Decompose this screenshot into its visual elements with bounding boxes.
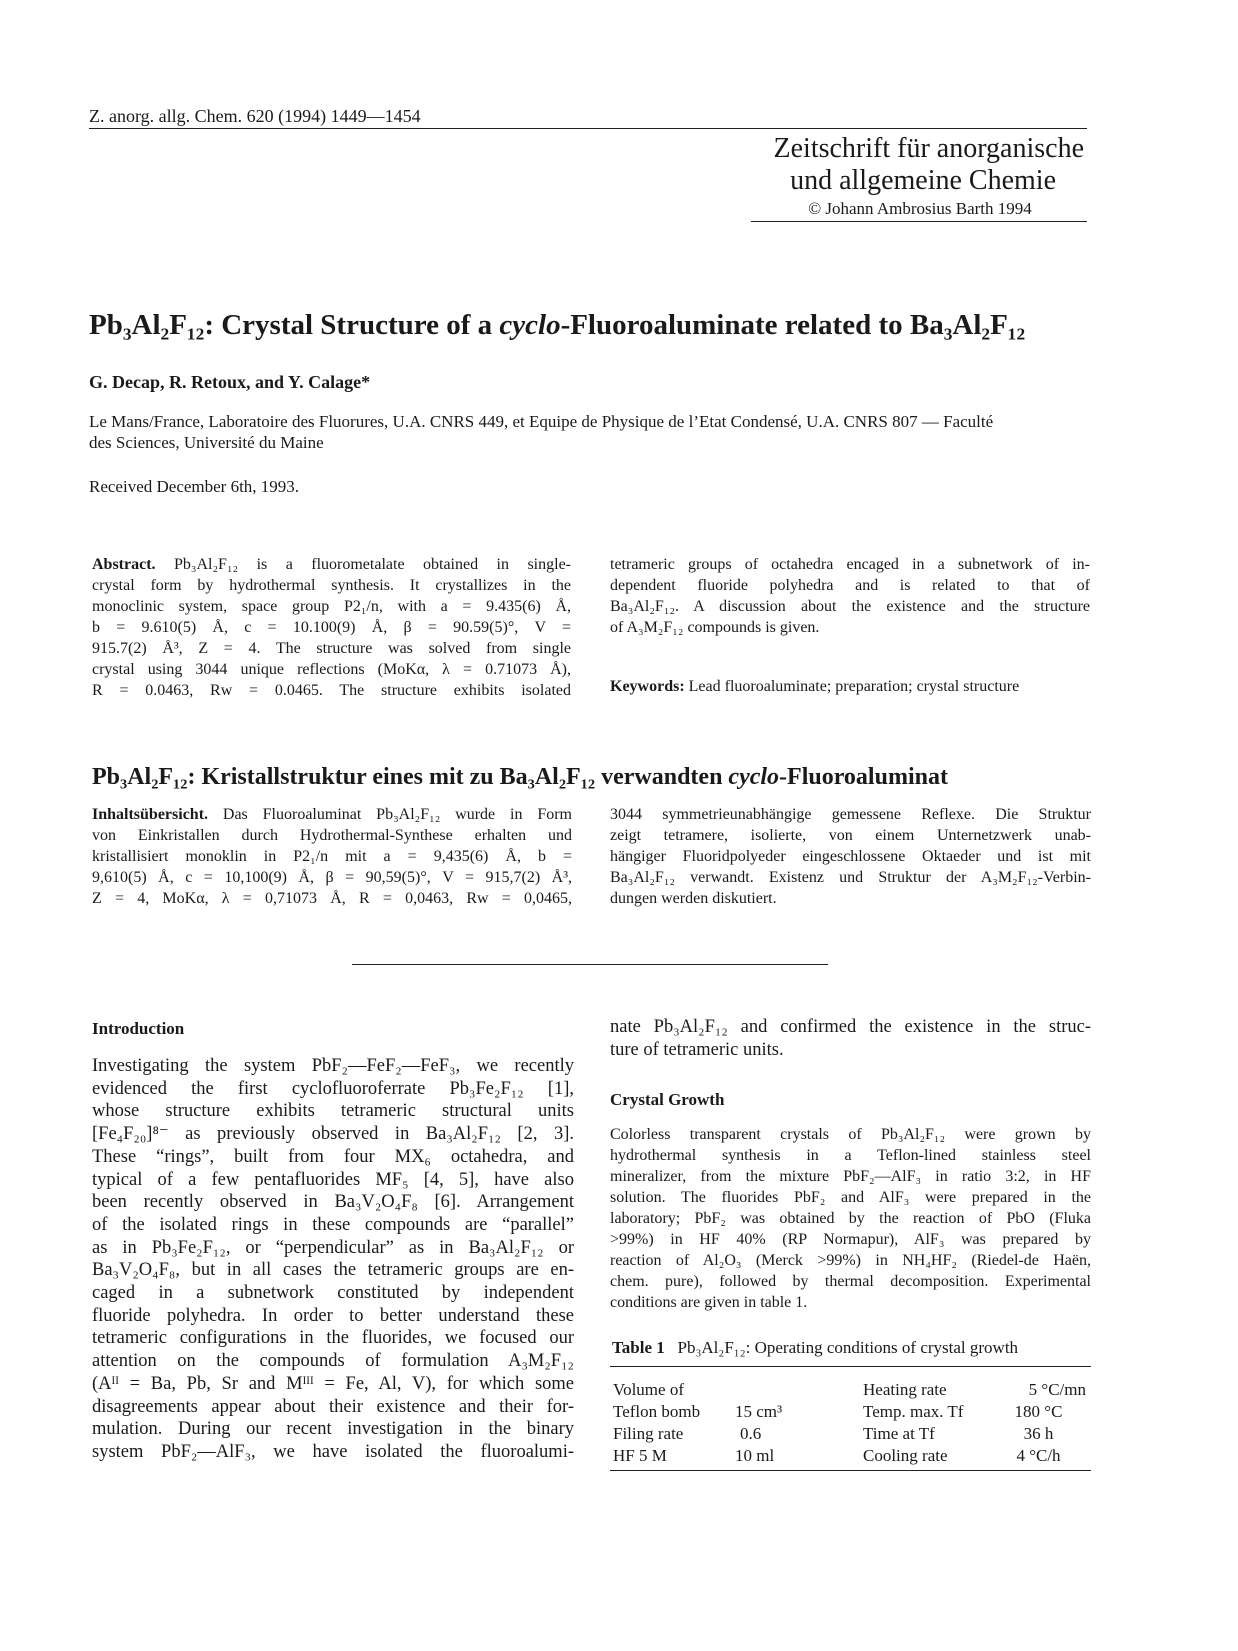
table-cell — [735, 1379, 863, 1401]
growth-line: solution. The fluorides PbF₂ and AlF₃ were prepared in the — [610, 1189, 1091, 1206]
abstract-label: Abstract. — [92, 556, 156, 573]
title-part-1: Pb₃Al₂F₁₂: Crystal Structure of a — [89, 309, 500, 341]
german-title-part-1: Pb₃Al₂F₁₂: Kristallstruktur eines mit zu Ba₃Al₂F₁₂ verwandten — [92, 764, 729, 790]
growth-line: >99%) in HF 40% (RP Normapur), AlF₃ was prepared by — [610, 1231, 1091, 1248]
growth-line: chem. pure), followed by thermal decomposition. Experimental — [610, 1273, 1091, 1290]
abstract-line: monoclinic system, space group P2₁/n, with a = 9.435(6) Å, — [92, 598, 571, 615]
table-cell: 5 °C/mn — [1028, 1380, 1086, 1399]
intro-line: mulation. During our recent investigation in the binary — [92, 1419, 574, 1440]
german-title-part-2: -Fluoroaluminat — [779, 764, 948, 790]
intro-line: fluoride polyhedra. In order to better understand these — [92, 1305, 574, 1326]
intro-line: system PbF₂—AlF₃, we have isolated the fluoroalumi- — [92, 1441, 574, 1462]
table-cell: Temp. max. Tf — [863, 1402, 964, 1421]
german-line: hängiger Fluoridpolyeder eingeschlossene Oktaeder und ist mit — [610, 848, 1091, 865]
crystal-growth-heading: Crystal Growth — [610, 1090, 725, 1109]
abstract-left — [92, 554, 571, 701]
abstract-line: Ba₃Al₂F₁₂. A discussion about the existence and the structure — [610, 598, 1090, 615]
table-cell: 10 ml — [735, 1446, 775, 1465]
header-rule — [89, 128, 1087, 129]
intro-line: whose structure exhibits tetrameric structural units — [92, 1101, 574, 1122]
german-line: Z = 4, MoKα, λ = 0,71073 Å, R = 0,0463, Rw = 0,0465, — [92, 890, 572, 907]
german-title — [92, 764, 948, 791]
german-line: kristallisiert monoklin in P2₁/n mit a = 9,435(6) Å, b = — [92, 848, 572, 865]
table-cell: 36 h — [1023, 1424, 1054, 1443]
introduction-body — [92, 1055, 574, 1464]
intro-line: as in Pb₃Fe₂F₁₂, or “perpendicular” as in Ba₃Al₂F₁₂ or — [92, 1237, 574, 1258]
german-line: 3044 symmetrieunabhängige gemessene Reflexe. Die Struktur — [610, 806, 1091, 823]
table-bottom-rule — [610, 1470, 1091, 1471]
introduction-heading: Introduction — [92, 1019, 185, 1038]
german-line: 9,610(5) Å, c = 10,100(9) Å, β = 90,59(5)°, V = 915,7(2) Å³, — [92, 869, 572, 886]
growth-line: mineralizer, from the mixture PbF₂—AlF₃ in ratio 3:2, in HF — [610, 1168, 1091, 1185]
title-italic: cyclo — [499, 309, 561, 341]
intro-line: Ba₃V₂O₄F₈, but in all cases the tetrameric groups are en- — [92, 1260, 574, 1281]
keywords-text: Lead fluoroaluminate; preparation; crystal structure — [684, 678, 1020, 695]
german-line: zeigt tetramere, isolierte, von einem Unternetzwerk unab- — [610, 827, 1091, 844]
intro-line: ture of tetrameric units. — [610, 1040, 784, 1060]
table-cell: 15 cm³ — [735, 1402, 783, 1421]
growth-line: hydrothermal synthesis in a Teflon-lined stainless steel — [610, 1147, 1091, 1164]
growth-line: reaction of Al₂O₃ (Merck >99%) in NH₄HF₂ (Riedel-de Haën, — [610, 1252, 1091, 1269]
growth-line: conditions are given in table 1. — [610, 1294, 808, 1311]
german-line — [92, 804, 572, 825]
received-date: Received December 6th, 1993. — [89, 477, 300, 496]
german-line: dungen werden diskutiert. — [610, 890, 777, 907]
keywords-label: Keywords: — [610, 678, 685, 695]
abstract-line: 915.7(2) Å³, Z = 4. The structure was solved from single — [92, 640, 571, 657]
citation: Z. anorg. allg. Chem. 620 (1994) 1449—1454 — [89, 106, 421, 126]
conditions-table — [613, 1379, 1086, 1467]
table-row — [613, 1401, 1086, 1423]
table-cell: HF 5 M — [613, 1446, 667, 1465]
keywords — [610, 678, 1019, 696]
table-cell: Cooling rate — [863, 1446, 948, 1465]
intro-line: been recently observed in Ba₃V₂O₄F₈ [6]. Arrangement — [92, 1192, 574, 1213]
table-top-rule — [610, 1366, 1091, 1367]
table-cell: Heating rate — [863, 1380, 947, 1399]
introduction-continuation — [610, 1016, 1091, 1062]
intro-line: nate Pb₃Al₂F₁₂ and confirmed the existence in the struc- — [610, 1017, 1091, 1037]
affiliation — [89, 411, 1089, 453]
affiliation-line-2: des Sciences, Université du Maine — [89, 433, 324, 452]
abstract-right — [610, 554, 1090, 638]
table-cell: Volume of — [613, 1380, 684, 1399]
abstract-line: R = 0.0463, Rw = 0.0465. The structure exhibits isolated — [92, 682, 571, 699]
table-cell: 0.6 — [740, 1424, 762, 1443]
affiliation-line-1: Le Mans/France, Laboratoire des Fluorures, U.A. CNRS 449, et Equipe de Physique de l’Etat Condensé, U.A. CNRS 807 — Faculté — [89, 412, 994, 431]
journal-line-2: und allgemeine Chemie — [790, 165, 1056, 196]
table-row — [613, 1379, 1086, 1401]
title-part-2: -Fluoroaluminate related to Ba₃Al₂F₁₂ — [560, 309, 1026, 341]
abstract-line: crystal form by hydrothermal synthesis. It crystallizes in the — [92, 577, 571, 594]
abstract-line: tetrameric groups of octahedra encaged in a subnetwork of in- — [610, 556, 1090, 573]
table-cell: 4 °C/h — [1016, 1446, 1061, 1465]
crystal-growth-body — [610, 1124, 1091, 1313]
german-summary-left — [92, 804, 572, 909]
intro-line: (Aᴵᴵ = Ba, Pb, Sr and Mᴵᴵᴵ = Fe, Al, V), for which some — [92, 1373, 574, 1394]
german-line: Ba₃Al₂F₁₂ verwandt. Existenz und Struktur der A₃M₂F₁₂-Verbin- — [610, 869, 1091, 886]
table-row — [613, 1445, 1086, 1467]
german-text: Das Fluoroaluminat Pb₃Al₂F₁₂ wurde in Form — [208, 806, 572, 823]
table-cell: Time at Tf — [863, 1424, 935, 1443]
intro-line: evidenced the first cyclofluoroferrate Pb₃Fe₂F₁₂ [1], — [92, 1078, 574, 1099]
journal-line-1: Zeitschrift für anorganische — [773, 133, 1084, 164]
intro-line: These “rings”, built from four MX₆ octahedra, and — [92, 1146, 574, 1167]
abstract-line: dependent fluoride polyhedra and is related to that of — [610, 577, 1090, 594]
table-cell: Filing rate — [613, 1424, 684, 1443]
growth-line: laboratory; PbF₂ was obtained by the reaction of PbO (Fluka — [610, 1210, 1091, 1227]
intro-line: caged in a subnetwork constituted by independent — [92, 1283, 574, 1304]
authors: G. Decap, R. Retoux, and Y. Calage* — [89, 372, 371, 392]
abstract-line: crystal using 3044 unique reflections (MoKα, λ = 0.71073 Å), — [92, 661, 571, 678]
abstract-line — [92, 554, 571, 575]
intro-line: tetrameric configurations in the fluorides, we focused our — [92, 1328, 574, 1349]
german-label: Inhaltsübersicht. — [92, 806, 209, 823]
table-cell: 180 °C — [1014, 1402, 1063, 1421]
german-line: von Einkristallen durch Hydrothermal-Synthese erhalten und — [92, 827, 572, 844]
abstract-text: Pb₃Al₂F₁₂ is a fluorometalate obtained in single- — [155, 556, 571, 573]
journal-rule — [751, 221, 1087, 222]
section-divider — [352, 964, 828, 965]
intro-line: [Fe₄F₂₀]⁸⁻ as previously observed in Ba₃Al₂F₁₂ [2, 3]. — [92, 1124, 574, 1145]
intro-line: attention on the compounds of formulation A₃M₂F₁₂ — [92, 1351, 574, 1372]
intro-line: typical of a few pentafluorides MF₅ [4, 5], have also — [92, 1169, 574, 1190]
abstract-line: of A₃M₂F₁₂ compounds is given. — [610, 619, 820, 636]
article-title — [89, 309, 1025, 342]
growth-line: Colorless transparent crystals of Pb₃Al₂F₁₂ were grown by — [610, 1126, 1091, 1143]
copyright: © Johann Ambrosius Barth 1994 — [808, 199, 1032, 218]
intro-line: of the isolated rings in these compounds are “parallel” — [92, 1214, 574, 1235]
table-caption-text: Pb₃Al₂F₁₂: Operating conditions of crystal growth — [677, 1338, 1019, 1357]
table-label: Table 1 — [612, 1338, 665, 1357]
abstract-line: b = 9.610(5) Å, c = 10.100(9) Å, β = 90.59(5)°, V = — [92, 619, 571, 636]
german-title-italic: cyclo — [728, 764, 780, 790]
german-summary-right — [610, 804, 1091, 909]
table-row — [613, 1423, 1086, 1445]
intro-line: disagreements appear about their existence and their for- — [92, 1396, 574, 1417]
table-caption — [612, 1338, 1018, 1358]
table-cell: Teflon bomb — [613, 1402, 701, 1421]
intro-line: Investigating the system PbF₂—FeF₂—FeF₃, we recently — [92, 1056, 574, 1076]
journal-name — [700, 133, 1084, 197]
